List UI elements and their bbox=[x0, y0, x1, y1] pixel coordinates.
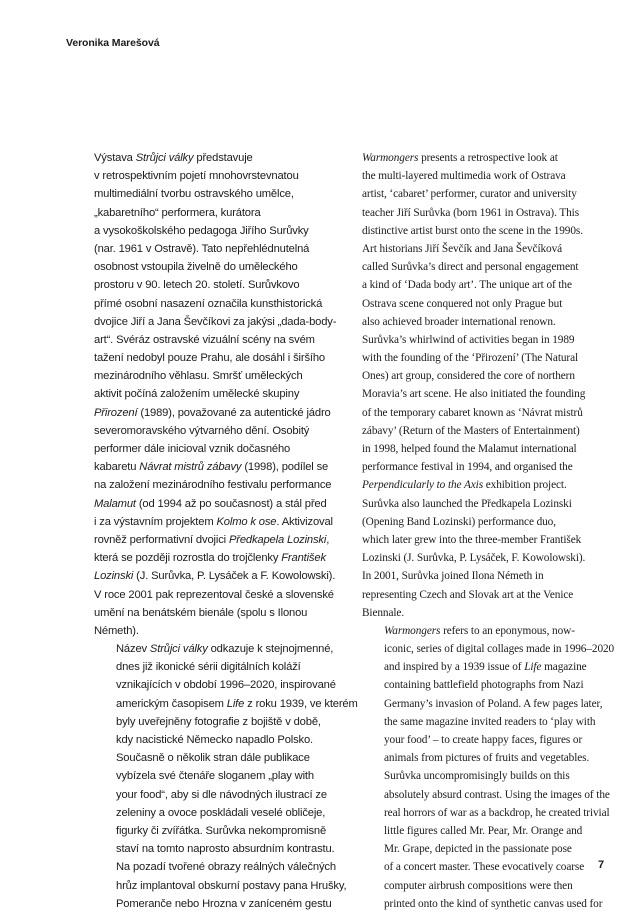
text-line: teacher Jiří Surůvka (born 1961 in Ostrava). This bbox=[362, 206, 580, 219]
text-line: of a concert master. These evocatively coarse bbox=[384, 861, 585, 874]
text-line: called Surůvka’s direct and personal engagement bbox=[362, 261, 579, 274]
text-line: Warmongers refers to an eponymous, now- bbox=[384, 624, 575, 637]
text-line: real horrors of war as a backdrop, he created trivial bbox=[384, 806, 610, 819]
text-line: performance festival in 1994, and organised the bbox=[362, 461, 573, 474]
text-line: staví na tomto naprosto absurdním kontrastu. bbox=[116, 843, 335, 856]
text-line: tažení nedobyl pouze Prahu, ale dosáhl i širšího bbox=[94, 352, 325, 365]
text-line: dvojice Jiří a Jana Ševčíkovi za jakýsi „dada-body- bbox=[94, 315, 337, 328]
text-line: animals from pictures of fruits and vegetables. bbox=[384, 752, 590, 765]
text-line: the multi-layered multimedia work of Ostrava bbox=[362, 170, 566, 183]
text-line: byly uveřejněny fotografie z bojiště v době, bbox=[116, 715, 321, 728]
text-line: Lozinski (J. Surůvka, P. Lysáček, F. Kowolowski). bbox=[362, 552, 586, 565]
text-line: Németh). bbox=[94, 624, 139, 637]
text-line: also achieved broader international renown. bbox=[362, 315, 556, 328]
text-line: distinctive artist burst onto the scene in the 1990s. bbox=[362, 224, 583, 237]
text-line: Surůvka also launched the Předkapela Lozinski bbox=[362, 497, 572, 510]
text-line: Perpendicularly to the Axis exhibition project. bbox=[362, 479, 567, 492]
text-line: absolutely absurd contrast. Using the images of the bbox=[384, 788, 610, 801]
text-line: osobnost vstoupila živelně do uměleckého bbox=[94, 261, 298, 274]
text-line: v retrospektivním pojetí mnohovrstevnatou bbox=[94, 170, 299, 183]
text-line: artist, ‘cabaret’ performer, curator and university bbox=[362, 188, 577, 201]
text-line: printed onto the kind of synthetic canvas used for bbox=[384, 897, 603, 910]
text-line: zábavy’ (Return of the Masters of Entertainment) bbox=[362, 424, 580, 437]
text-line: multimediální tvorbu ostravského umělce, bbox=[94, 188, 294, 201]
text-line: Současně o několik stran dále publikace bbox=[116, 752, 310, 765]
text-line: Ones) art group, considered the core of northern bbox=[362, 370, 575, 383]
text-line: aktivit počíná založením umělecké skupiny bbox=[94, 388, 300, 401]
text-line: rovněž performativní dvojici Předkapela Lozinski, bbox=[94, 533, 330, 546]
text-line: your food’ – to create happy faces, figures or bbox=[384, 734, 583, 746]
text-line: Mr. Grape, depicted in the passionate pose bbox=[384, 843, 572, 856]
english-text-column bbox=[362, 149, 615, 913]
page-number: 7 bbox=[598, 859, 605, 871]
text-line: kdy nacistické Německo napadlo Polsko. bbox=[116, 734, 314, 746]
text-line: severomoravského výtvarného dění. Osobitý bbox=[94, 424, 310, 437]
text-line: performer dále inicioval vznik dočasného bbox=[94, 443, 291, 455]
czech-paragraph-2 bbox=[94, 640, 358, 913]
text-line: Ostrava scene conquered not only Prague but bbox=[362, 297, 563, 310]
text-line: Pomeranče nebo Hrozna v zaníceném gestu bbox=[116, 897, 332, 910]
text-line: dnes již ikonické sérii digitálních koláží bbox=[116, 661, 301, 674]
text-line: vznikajících v období 1996–2020, inspirované bbox=[116, 679, 336, 692]
text-line: art“. Svéráz ostravské vizuální scény na svém bbox=[94, 333, 315, 346]
text-line: kabaretu Návrat mistrů zábavy (1998), podílel se bbox=[94, 461, 329, 474]
text-line: (Opening Band Lozinski) performance duo, bbox=[362, 515, 556, 528]
text-line: which later grew into the three-member František bbox=[362, 533, 582, 546]
text-line: umění na benátském bienále (spolu s Ilonou bbox=[94, 606, 308, 619]
text-line: V roce 2001 pak reprezentoval české a slovenské bbox=[94, 588, 334, 601]
text-line: mezinárodního věhlasu. Smršť uměleckých bbox=[94, 370, 303, 383]
english-paragraph-2 bbox=[362, 622, 615, 913]
text-line: Přirození (1989), považované za autentické jádro bbox=[94, 406, 331, 419]
text-line: your food“, aby si dle návodných ilustrací ze bbox=[116, 788, 327, 801]
text-line: of the temporary cabaret known as ‘Návrat mistrů bbox=[362, 406, 583, 419]
text-line: with the founding of the ‘Přirození’ (The Natural bbox=[362, 352, 579, 365]
text-line: Surůvka’s whirlwind of activities began in 1989 bbox=[362, 333, 575, 346]
text-line: zeleniny a ovoce poskládali veselé obličeje, bbox=[116, 806, 326, 819]
czech-paragraph-1 bbox=[94, 149, 344, 640]
text-line: iconic, series of digital collages made in 1996–2020 bbox=[384, 643, 615, 656]
text-line: and inspired by a 1939 issue of Life magazine bbox=[384, 661, 587, 674]
text-line: i za výstavním projektem Kolmo k ose. Aktivizoval bbox=[94, 515, 333, 528]
text-line: prostoru v 90. letech 20. století. Surůvkovo bbox=[94, 279, 300, 292]
text-line: Lozinski (J. Surůvka, P. Lysáček a F. Kowolowski). bbox=[94, 570, 336, 583]
text-line: computer airbrush compositions were then bbox=[384, 879, 573, 892]
text-line: Art historians Jiří Ševčík and Jana Ševčíková bbox=[362, 242, 563, 255]
text-line: hrůz implantoval obskurní postavy pana Hrušky, bbox=[116, 879, 347, 892]
text-line: „kabaretního“ performera, kurátora bbox=[94, 206, 261, 219]
text-line: (nar. 1961 v Ostravě). Tato nepřehlédnutelná bbox=[94, 242, 310, 255]
text-line: figurky či zvířátka. Surůvka nekompromisně bbox=[116, 824, 327, 837]
text-line: Na pozadí tvořené obrazy reálných válečných bbox=[116, 861, 336, 874]
text-line: přímé osobní nasazení označila kunsthistorická bbox=[94, 297, 323, 310]
text-line: a kind of ‘Dada body art’. The unique art of the bbox=[362, 279, 572, 292]
text-line: containing battlefield photographs from Nazi bbox=[384, 679, 584, 692]
text-line: americkým časopisem Life z roku 1939, ve kterém bbox=[116, 697, 358, 710]
text-line: In 2001, Surůvka joined Ilona Németh in bbox=[362, 570, 544, 583]
text-line: Surůvka uncompromisingly builds on this bbox=[384, 770, 570, 783]
text-line: representing Czech and Slovak art at the Venice bbox=[362, 588, 574, 601]
text-line: Výstava Strůjci války představuje bbox=[94, 152, 253, 164]
text-line: Název Strůjci války odkazuje k stejnojmenné, bbox=[116, 643, 334, 656]
text-line: Malamut (od 1994 až po současnost) a stál před bbox=[94, 497, 327, 510]
text-line: little figures called Mr. Pear, Mr. Orange and bbox=[384, 824, 583, 837]
text-line: the same magazine invited readers to ‘play with bbox=[384, 715, 596, 728]
text-line: Germany’s invasion of Poland. A few pages later, bbox=[384, 697, 603, 710]
text-line: na založení mezinárodního festivalu performance bbox=[94, 479, 332, 492]
text-line: in 1998, helped found the Malamut international bbox=[362, 443, 577, 455]
text-line: Warmongers presents a retrospective look at bbox=[362, 152, 558, 164]
english-paragraph-1 bbox=[362, 149, 612, 622]
text-line: která se později rozrostla do trojčlenky František bbox=[94, 552, 326, 565]
running-header-author: Veronika Marešová bbox=[66, 37, 160, 49]
text-line: Biennale. bbox=[362, 606, 405, 619]
text-line: Moravia’s art scene. He also initiated the founding bbox=[362, 388, 586, 401]
czech-text-column bbox=[94, 149, 358, 913]
text-line: vybízela své čtenáře sloganem „play with bbox=[116, 770, 314, 783]
text-line: a vysokoškolského pedagoga Jiřího Surůvky bbox=[94, 224, 309, 237]
